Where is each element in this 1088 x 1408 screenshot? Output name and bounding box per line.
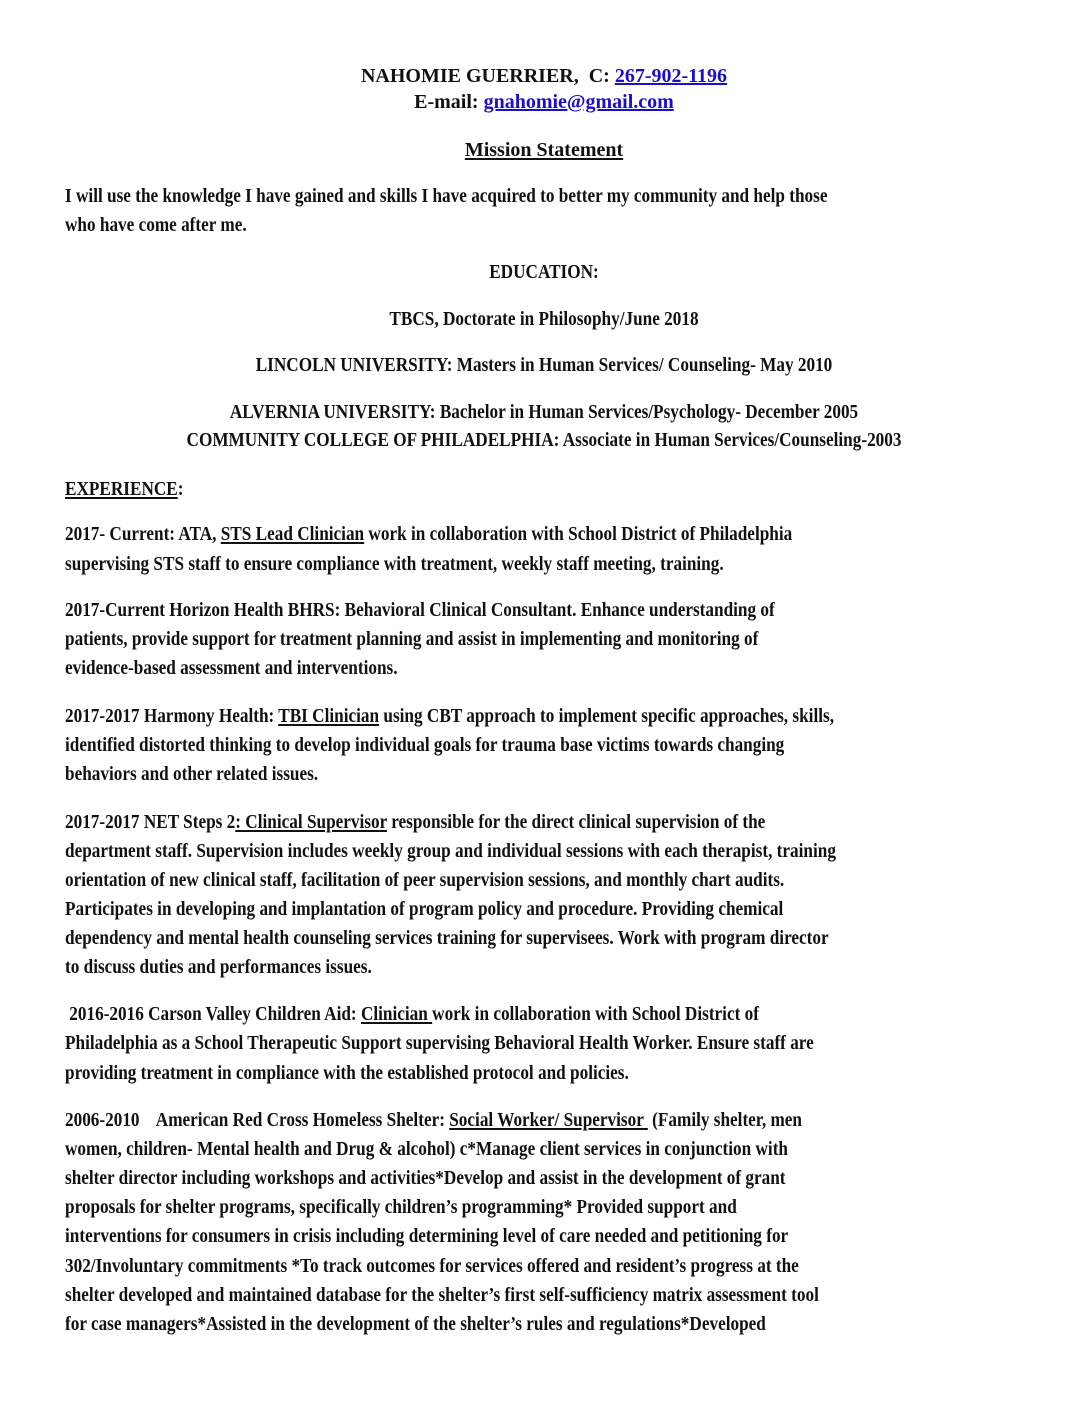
contact-line: [0, 64, 1088, 88]
job-description: using CBT approach to implement specific approaches, skills,: [379, 705, 835, 727]
job-dates-employer: 2017-2017 NET Steps 2: [65, 811, 236, 833]
experience-heading-colon: :: [177, 478, 184, 500]
email-line: [0, 90, 1088, 114]
job-description: responsible for the direct clinical supervision of the: [386, 811, 766, 833]
job-entry-line: Philadelphia as a School Therapeutic Support supervising Behavioral Health Worker. Ensure staff are: [65, 1032, 814, 1054]
job-entry-line: shelter developed and maintained database for the shelter’s first self-sufficiency matrix assessment tool: [65, 1284, 819, 1306]
email-link[interactable]: gnahomie@gmail.com: [483, 91, 674, 113]
job-title: TBI Clinician: [278, 705, 380, 727]
job-entry-line: for case managers*Assisted in the development of the shelter’s rules and regulations*Developed: [65, 1313, 766, 1335]
job-entry-line: dependency and mental health counseling services training for supervisees. Work with program director: [65, 927, 829, 949]
job-entry-line: evidence-based assessment and interventions.: [65, 657, 398, 679]
job-entry-line: shelter director including workshops and activities*Develop and assist in the development of grant: [65, 1167, 786, 1189]
job-dates-employer: 2017-2017 Harmony Health:: [65, 705, 279, 727]
job-entry-line: 302/Involuntary commitments *To track outcomes for services offered and resident’s progress at the: [65, 1255, 799, 1277]
education-item: ALVERNIA UNIVERSITY: Bachelor in Human Services/Psychology- December 2005: [229, 401, 859, 423]
job-entry-line: Participates in developing and implantation of program policy and procedure. Providing chemical: [65, 898, 784, 920]
job-entry-first-line: [65, 810, 765, 834]
job-dates-employer: 2017- Current: ATA,: [65, 523, 221, 545]
job-title: Social Worker/ Supervisor: [449, 1109, 648, 1131]
experience-heading: [65, 477, 184, 501]
job-entry-line: women, children- Mental health and Drug & alcohol) c*Manage client services in conjunction with: [65, 1138, 789, 1160]
job-entry-line: identified distorted thinking to develop individual goals for trauma base victims towards changing: [65, 734, 785, 756]
job-entry-line: providing treatment in compliance with the established protocol and policies.: [65, 1062, 629, 1084]
job-entry-first-line: [65, 522, 792, 546]
job-entry-first-line: [65, 704, 834, 728]
job-entry-line: supervising STS staff to ensure compliance with treatment, weekly staff meeting, training.: [65, 553, 724, 575]
job-description: work in collaboration with School District of: [432, 1003, 759, 1025]
job-entry-line: orientation of new clinical staff, facilitation of peer supervision sessions, and monthly chart audits.: [65, 869, 785, 891]
job-dates-employer: 2006-2010 American Red Cross Homeless Shelter:: [65, 1109, 450, 1131]
applicant-name: NAHOMIE GUERRIER,: [360, 65, 579, 87]
job-description: (Family shelter, men: [647, 1109, 802, 1131]
job-entry-first-line: [65, 1002, 759, 1026]
job-description: work in collaboration with School District of Philadelphia: [364, 523, 793, 545]
job-entry-line: department staff. Supervision includes weekly group and individual sessions with each therapist, training: [65, 840, 836, 862]
mission-heading: Mission Statement: [464, 139, 624, 161]
job-title: Clinician: [360, 1003, 433, 1025]
education-item: LINCOLN UNIVERSITY: Masters in Human Services/ Counseling- May 2010: [255, 354, 833, 376]
education-heading: EDUCATION:: [489, 261, 599, 283]
mission-line: I will use the knowledge I have gained and skills I have acquired to better my community and help those: [65, 185, 828, 207]
education-item: TBCS, Doctorate in Philosophy/June 2018: [389, 308, 699, 330]
job-entry-line: patients, provide support for treatment planning and assist in implementing and monitoring of: [65, 628, 759, 650]
job-title: STS Lead Clinician: [220, 523, 365, 545]
education-item: COMMUNITY COLLEGE OF PHILADELPHIA: Associate in Human Services/Counseling-2003: [186, 429, 902, 451]
job-dates-employer: 2016-2016 Carson Valley Children Aid:: [65, 1003, 361, 1025]
job-entry-line: proposals for shelter programs, specifically children’s programming* Provided support and: [65, 1196, 737, 1218]
job-entry-first-line: 2017-Current Horizon Health BHRS: Behavioral Clinical Consultant. Enhance understanding of: [65, 599, 775, 621]
email-label: E-mail:: [414, 91, 479, 113]
phone-link[interactable]: 267-902-1196: [614, 65, 728, 87]
experience-heading-text: EXPERIENCE: [65, 478, 178, 500]
mission-line: who have come after me.: [65, 214, 247, 236]
phone-label: C:: [588, 65, 610, 87]
job-entry-line: behaviors and other related issues.: [65, 763, 319, 785]
job-entry-first-line: [65, 1108, 802, 1132]
job-entry-line: to discuss duties and performances issues.: [65, 956, 372, 978]
job-entry-line: interventions for consumers in crisis including determining level of care needed and petitioning for: [65, 1225, 789, 1247]
job-title: : Clinical Supervisor: [235, 811, 387, 833]
